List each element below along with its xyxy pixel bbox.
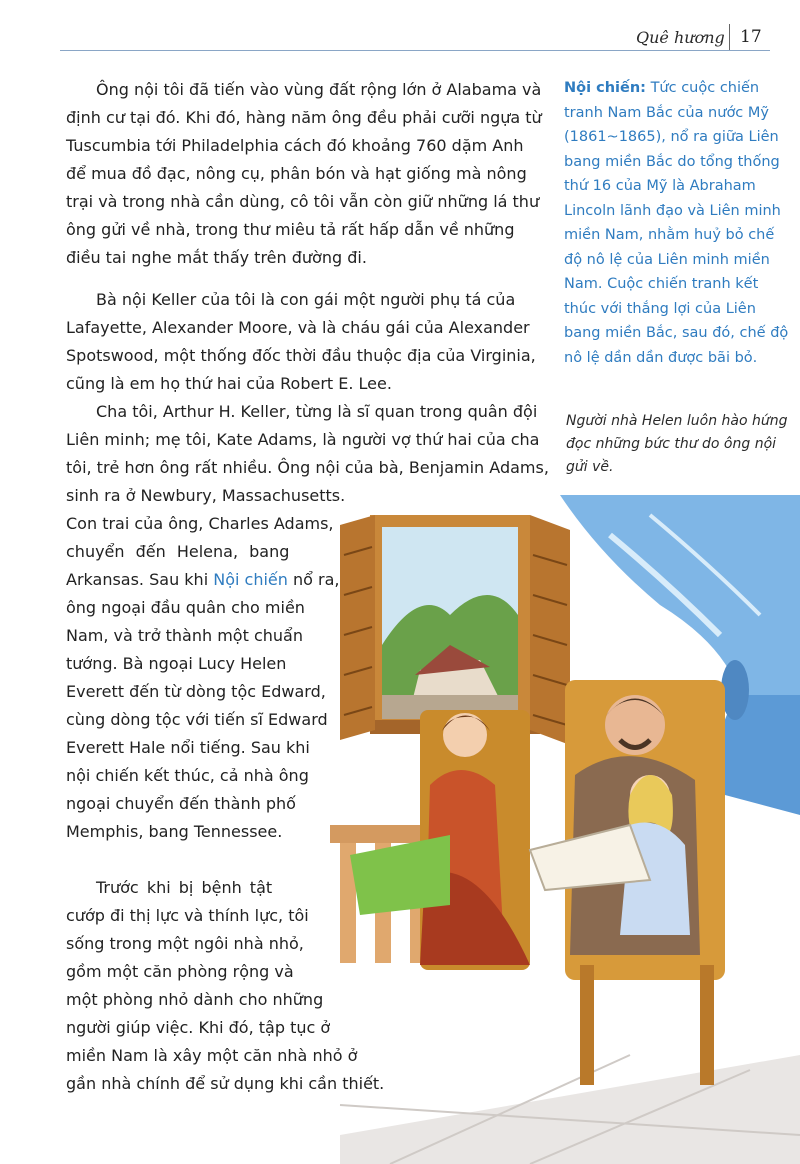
text-line: nội chiến kết thúc, cả nhà ông — [66, 766, 309, 785]
page-number: 17 — [740, 27, 762, 47]
paragraph-1 — [66, 76, 542, 272]
running-title: Quê hương — [636, 28, 725, 47]
text-line: Spotswood, một thống đốc thời đầu thuộc địa của Virginia, — [66, 346, 536, 365]
text-line — [564, 76, 774, 101]
text-line: tướng. Bà ngoại Lucy Helen — [66, 654, 287, 673]
text-line: cũng là em họ thứ hai của Robert E. Lee. — [66, 374, 392, 393]
family-illustration — [330, 495, 800, 1164]
text-line: Lafayette, Alexander Moore, và là cháu gái của Alexander — [66, 318, 530, 337]
text-line: Ông nội tôi đã tiến vào vùng đất rộng lớn ở Alabama và — [96, 80, 542, 99]
text-line: Tuscumbia tới Philadelphia cách đó khoảng 760 dặm Anh — [66, 136, 524, 155]
text-line: Bà nội Keller của tôi là con gái một người phụ tá của — [96, 290, 516, 309]
illustration-caption — [566, 410, 788, 479]
text-line: độ nô lệ của Liên minh miền — [564, 251, 770, 268]
window-shutter-right — [530, 515, 570, 745]
text-line: gửi về. — [566, 459, 614, 475]
sidenote-term: Nội chiến: — [564, 80, 646, 96]
text-line: tôi, trẻ hơn ông rất nhiều. Ông nội của bà, Benjamin Adams, — [66, 458, 549, 477]
text-line: Nam, và trở thành một chuẩn — [66, 626, 303, 645]
text-line: sinh ra ở Newbury, Massachusetts. — [66, 486, 346, 505]
text-fragment: Arkansas. Sau khi — [66, 570, 214, 589]
text-line: ngoại chuyển đến thành phố — [66, 794, 296, 813]
text-line: (1861~1865), nổ ra giữa Liên — [564, 129, 779, 145]
text-line: Lincoln lãnh đạo và Liên minh — [564, 202, 781, 219]
civil-war-term-link[interactable]: Nội chiến — [213, 570, 288, 589]
window-shutter-left — [340, 515, 375, 740]
header-separator — [729, 24, 730, 50]
text-fragment: nổ ra, — [287, 570, 340, 589]
text-line: Liên minh; mẹ tôi, Kate Adams, là người vợ thứ hai của cha — [66, 430, 540, 449]
text-line: định cư tại đó. Khi đó, hàng năm ông đều phải cưỡi ngựa từ — [66, 108, 542, 127]
text-line: gồm một căn phòng rộng và — [66, 962, 294, 981]
text-line: Trước khi bị bệnh tật — [96, 878, 273, 897]
text-line: thứ 16 của Mỹ là Abraham — [564, 178, 756, 194]
text-line: Everett Hale nổi tiếng. Sau khi — [66, 738, 310, 757]
text-line: tranh Nam Bắc của nước Mỹ — [564, 104, 769, 121]
text-line: người giúp việc. Khi đó, tập tục ở — [66, 1018, 331, 1037]
text-line: Nam. Cuộc chiến tranh kết — [564, 276, 759, 292]
text-line: đọc những bức thư do ông nội — [566, 436, 777, 452]
floor — [340, 1055, 800, 1164]
text-line: bang miền Bắc do tổng thống — [564, 153, 780, 170]
text-line: Everett đến từ dòng tộc Edward, — [66, 682, 326, 701]
text-line: thúc với thắng lợi của Liên — [564, 300, 756, 317]
text-line: trại và trong nhà cần dùng, cô tôi vẫn còn giữ những lá thư — [66, 192, 540, 211]
text-line: Con trai của ông, Charles Adams, — [66, 514, 334, 533]
text-line: sống trong một ngôi nhà nhỏ, — [66, 934, 304, 953]
text-line: gần nhà chính để sử dụng khi cần thiết. — [66, 1074, 385, 1093]
text-line: để mua đồ đạc, nông cụ, phân bón và hạt giống mà nông — [66, 164, 527, 183]
paragraph-2 — [66, 286, 536, 398]
header-rule — [60, 50, 770, 51]
text-line: Cha tôi, Arthur H. Keller, từng là sĩ quan trong quân đội — [96, 402, 538, 421]
text-line: Người nhà Helen luôn hào hứng — [566, 413, 788, 429]
text-fragment: Tức cuộc chiến — [645, 80, 760, 96]
text-line: chuyển đến Helena, bang — [66, 542, 290, 561]
text-line: Memphis, bang Tennessee. — [66, 822, 283, 841]
text-line: miền Nam là xây một căn nhà nhỏ ở — [66, 1046, 358, 1065]
text-line: ông gửi về nhà, trong thư miêu tả rất hấp dẫn về những — [66, 220, 515, 239]
text-line: cùng dòng tộc với tiến sĩ Edward — [66, 710, 328, 729]
sidenote-civil-war — [564, 76, 789, 370]
text-line: điều tai nghe mắt thấy trên đường đi. — [66, 248, 367, 267]
text-line: miền Nam, nhằm huỷ bỏ chế — [564, 227, 775, 243]
text-line: cướp đi thị lực và thính lực, tôi — [66, 906, 309, 925]
text-line: một phòng nhỏ dành cho những — [66, 990, 324, 1009]
text-line: ông ngoại đầu quân cho miền — [66, 598, 305, 617]
text-line: bang miền Bắc, sau đó, chế độ — [564, 325, 789, 341]
window — [370, 515, 540, 734]
text-line: nô lệ dần dần được bãi bỏ. — [564, 349, 758, 366]
